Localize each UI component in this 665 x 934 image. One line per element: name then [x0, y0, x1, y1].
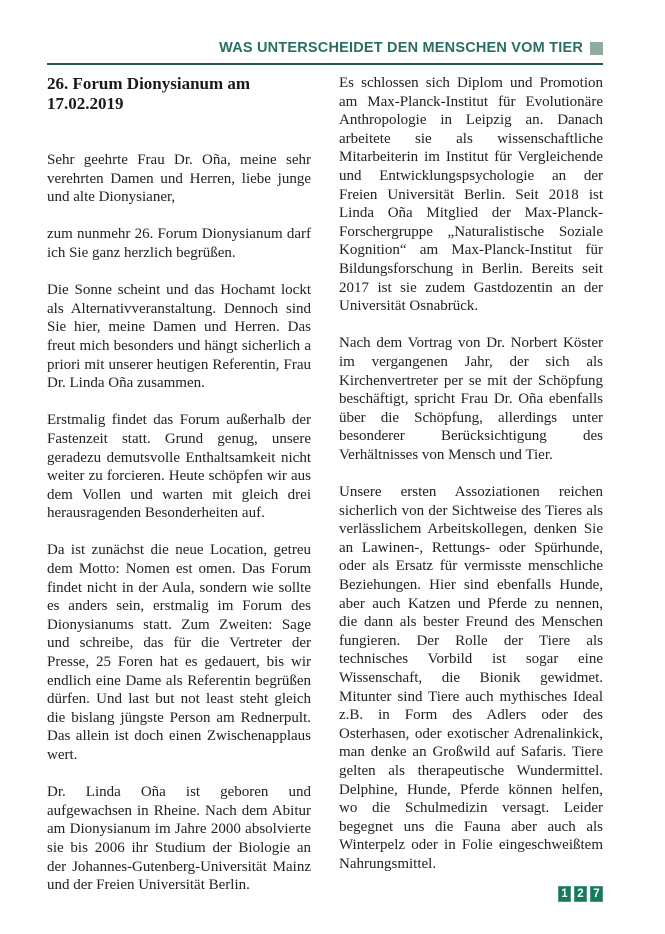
page-digit: 7	[590, 886, 603, 902]
page-number	[558, 886, 603, 902]
right-column-paragraphs	[339, 74, 603, 874]
paragraph: Unsere ersten Assoziationen reichen sicherlich von der Sichtweise des Tieres als verlässlichem Arbeitskollegen, denken Sie an Lawinen-, Rettungs- oder Spürhunde, oder als Ersatz für vermisste menschliche Beziehungen. Hier sind ebenfalls Hunde, aber auch Katzen und Pferde zu nennen, die dann als bester Freund des Menschen fungieren. Der Rolle der Tiere als technisches Vorbild ist sogar eine Wissenschaft, die Bionik gewidmet. Mitunter sind Tiere auch mythisches Ideal z.B. in Form des Adlers oder des Osterhasen, oder exotischer Adrenalinkick, man denke an Großwild auf Safaris. Tiere gelten als therapeutische Wundermittel. Delphine, Hunde, Pferde können helfen, wo die Schulmedizin versagt. Leider begegnet uns die Fauna aber auch als Winterpelz oder in Folie eingeschweißtem Nahrungsmittel.	[339, 484, 603, 872]
running-head: WAS UNTERSCHEIDET DEN MENSCHEN VOM TIER	[219, 40, 583, 56]
page-digit: 1	[558, 886, 571, 902]
paragraph: Sehr geehrte Frau Dr. Oña, meine sehr verehrten Damen und Herren, liebe junge und alte Dionysianer,	[47, 152, 311, 206]
left-column-paragraphs	[47, 151, 311, 895]
page-header	[47, 38, 603, 58]
paragraph: zum nunmehr 26. Forum Dionysianum darf ich Sie ganz herzlich begrüßen.	[47, 226, 311, 261]
article-title: 26. Forum Dionysianum am 17.02.2019	[47, 74, 251, 113]
right-column	[339, 74, 603, 895]
paragraph: Dr. Linda Oña ist geboren und aufgewachsen in Rheine. Nach dem Abitur am Dionysianum im Jahre 2000 absolvierte sie bis 2006 ihr Studium der Biologie an der Johannes-Gutenberg-Universität Mainz und der Freien Universität Berlin.	[47, 784, 311, 894]
header-rule	[47, 63, 603, 65]
header-square-icon	[590, 42, 603, 55]
paragraph: Nach dem Vortrag von Dr. Norbert Köster im vergangenen Jahr, der sich als Kirchenvertreter per se mit der Schöpfung beschäftigt, spricht Frau Dr. Oña ebenfalls über die Schöpfung, allerdings unter besonderer Berücksichtigung des Verhältnisses von Mensch und Tier.	[339, 335, 603, 463]
paragraph: Die Sonne scheint und das Hochamt lockt als Alternativveranstaltung. Dennoch sind Sie hier, meine Damen und Herren. Das freut mich besonders und hängt sicherlich a priori mit unserer heutigen Referentin, Frau Dr. Linda Oña zusammen.	[47, 282, 311, 392]
paragraph: Erstmalig findet das Forum außerhalb der Fastenzeit statt. Grund genug, unsere geradezu demutsvolle Enthaltsamkeit nicht weiter zu forcieren. Heute schöpfen wir aus dem Vollen und warten mit gleich drei herausragenden Besonderheiten auf.	[47, 412, 311, 522]
left-column	[47, 74, 311, 895]
paragraph: Da ist zunächst die neue Location, getreu dem Motto: Nomen est omen. Das Forum findet nicht in der Aula, sondern wie sollte es anders sein, erstmalig im Forum des Dionysianums statt. Zum Zweiten: Sage und schreibe, das für die Vertreter der Presse, 25 Foren hat es gedauert, bis wir endlich eine Dame als Referentin begrüßen dürfen. Und last but not least steht gleich die bislang jüngste Person am Rednerpult. Das allein ist doch einen Zwischenapplaus wert.	[47, 542, 311, 763]
text-columns	[47, 74, 603, 895]
paragraph: Es schlossen sich Diplom und Promotion am Max-Planck-Institut für Evolutionäre Anthropologie in Leipzig an. Danach arbeitete sie als wissenschaftliche Mitarbeiterin im Institut für Vergleichende und Entwicklungspsychologie an der Freien Universität Berlin. Seit 2018 ist Linda Oña Mitglied der Max-Planck-Forschergruppe „Naturalistische Soziale Kognition“ am Max-Planck-Institut für Bildungsforschung in Berlin. Bereits seit 2017 ist sie zudem Gastdozentin an der Universität Osnabrück.	[339, 75, 603, 315]
page-digit: 2	[574, 886, 587, 902]
